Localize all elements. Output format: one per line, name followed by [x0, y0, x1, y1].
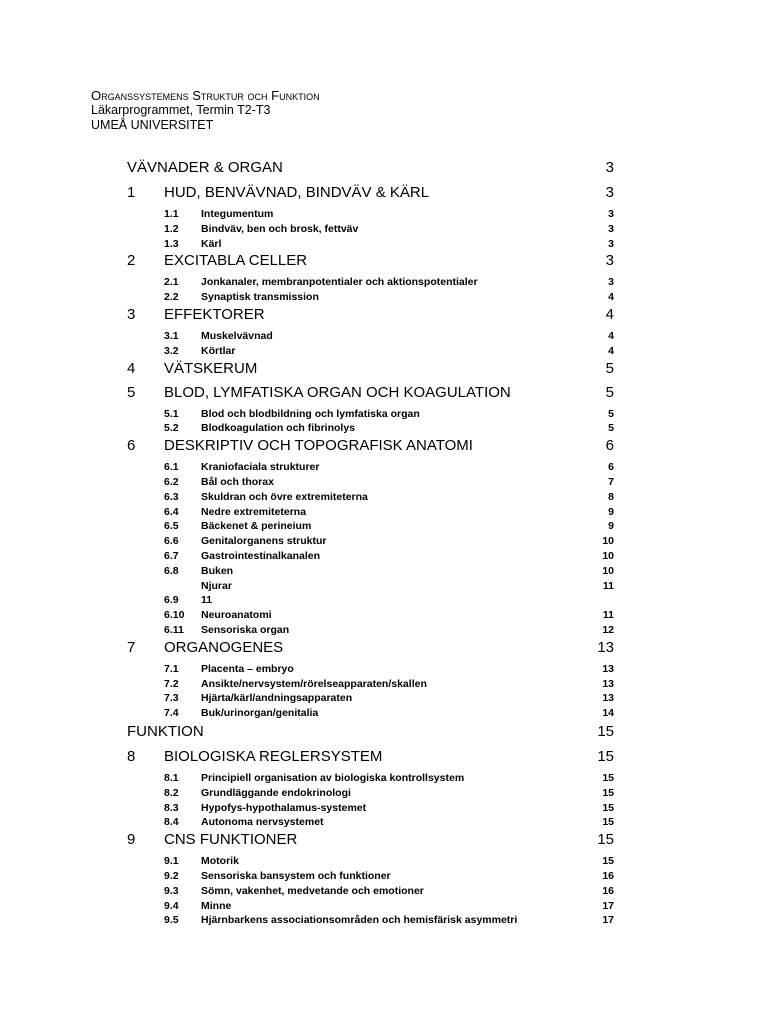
toc-page-number: 4 [605, 305, 614, 323]
toc-section-row [127, 870, 614, 885]
toc-section-row [127, 345, 614, 360]
toc-section-row [127, 609, 614, 624]
toc-entry-number: 1 [127, 184, 136, 201]
toc-entry-title: Gastrointestinalkanalen [201, 549, 321, 562]
toc-page-number: 15 [602, 855, 614, 868]
toc-entry-number: 5.2 [164, 422, 179, 435]
toc-section-row [127, 707, 614, 722]
toc-entry-title: Minne [201, 899, 232, 912]
toc-page-number: 9 [608, 520, 614, 533]
toc-entry-number: 6.3 [164, 490, 179, 503]
toc-page-number: 15 [602, 786, 614, 799]
toc-page-number: 3 [605, 159, 614, 176]
toc-page-number: 5 [608, 422, 614, 435]
toc-entry-title: BLOD, LYMFATISKA ORGAN OCH KOAGULATION [164, 383, 511, 401]
toc-page-number: 5 [605, 359, 614, 377]
toc-entry-title: Njurar [201, 579, 232, 592]
toc-entry-number: 2.2 [164, 291, 179, 304]
toc-entry-title: Sensoriska bansystem och funktioner [201, 869, 391, 882]
toc-section-row [127, 491, 614, 506]
toc-entry-number: 8 [127, 747, 136, 765]
toc-entry-number: 6 [127, 437, 136, 455]
toc-entry-title: Sensoriska organ [201, 623, 290, 636]
toc-entry-title: Ansikte/nervsystem/rörelseapparaten/skallen [201, 677, 427, 690]
toc-chapter-row [127, 184, 614, 208]
toc-entry-title: ORGANOGENES [164, 638, 284, 656]
toc-entry-title: Bål och thorax [201, 475, 274, 488]
toc-entry-title: Synaptisk transmission [201, 291, 319, 304]
toc-section-row [127, 663, 614, 678]
toc-entry-number: 6.8 [164, 564, 179, 577]
toc-section-row [127, 565, 614, 580]
toc-entry-title: Hjärta/kärl/andningsapparaten [201, 692, 353, 705]
toc-page-number: 15 [602, 771, 614, 784]
toc-entry-title: BIOLOGISKA REGLERSYSTEM [164, 747, 383, 765]
toc-page-number: 13 [602, 692, 614, 705]
toc-page-number: 10 [602, 549, 614, 562]
toc-page-number: 11 [602, 579, 614, 592]
program-line: Läkarprogrammet, Termin T2-T3 [91, 103, 271, 117]
toc-section-row [127, 422, 614, 437]
toc-entry-number: 9 [127, 831, 136, 849]
toc-chapter-row [127, 437, 614, 461]
toc-entry-title: Bindväv, ben och brosk, fettväv [201, 222, 359, 235]
toc-entry-number: 6.9 [164, 594, 179, 607]
university-line: UMEÅ UNIVERSITET [91, 118, 214, 132]
toc-page-number: 14 [602, 707, 614, 720]
toc-entry-title: Jonkanaler, membranpotentialer och aktionspotentialer [201, 276, 478, 289]
toc-part-row [127, 159, 614, 184]
toc-page-number: 3 [608, 237, 614, 250]
toc-page-number: 13 [602, 677, 614, 690]
toc-entry-number: 5 [127, 383, 136, 401]
toc-page-number: 15 [597, 747, 614, 765]
course-title: Organssystemens Struktur och Funktion [91, 88, 320, 103]
toc-page-number: 10 [602, 564, 614, 577]
toc-section-row [127, 476, 614, 491]
toc-entry-title: Kärl [201, 237, 222, 250]
toc-entry-number: 7.1 [164, 662, 179, 675]
toc-section-row [127, 550, 614, 565]
toc-page-number: 5 [605, 383, 614, 401]
toc-chapter-row [127, 831, 614, 855]
toc-entry-number: 6.6 [164, 535, 179, 548]
toc-entry-title: Grundläggande endokrinologi [201, 786, 351, 799]
toc-entry-number: 6.10 [164, 609, 185, 622]
toc-entry-title: DESKRIPTIV OCH TOPOGRAFISK ANATOMI [164, 437, 473, 455]
toc-page-number: 12 [602, 623, 614, 636]
toc-section-row [127, 461, 614, 476]
toc-entry-number: 9.5 [164, 914, 179, 927]
toc-page-number: 3 [605, 252, 614, 270]
toc-section-row [127, 208, 614, 223]
toc-page-number: 4 [608, 291, 614, 304]
toc-entry-number: 4 [127, 359, 136, 377]
toc-part-row [127, 723, 614, 748]
toc-entry-number: 1.2 [164, 222, 179, 235]
toc-section-row [127, 914, 614, 929]
toc-chapter-row [127, 306, 614, 330]
toc-entry-number: 9.4 [164, 899, 179, 912]
toc-entry-number: 8.2 [164, 786, 179, 799]
toc-section-row [127, 506, 614, 521]
toc-entry-title: Körtlar [201, 344, 236, 357]
toc-entry-number: 6.1 [164, 461, 179, 474]
toc-page-number: 6 [608, 461, 614, 474]
toc-entry-title: Nedre extremiteterna [201, 505, 307, 518]
toc-entry-title: Autonoma nervsystemet [201, 816, 324, 829]
toc-entry-number: 1.3 [164, 237, 179, 250]
toc-chapter-row [127, 639, 614, 663]
toc-page-number: 8 [608, 490, 614, 503]
toc-page-number: 15 [602, 801, 614, 814]
toc-entry-number: 6.5 [164, 520, 179, 533]
toc-entry-title: Placenta – embryo [201, 662, 294, 675]
toc-page-number: 13 [602, 662, 614, 675]
toc-entry-title: EXCITABLA CELLER [164, 252, 308, 270]
toc-page-number: 3 [608, 222, 614, 235]
toc-page-number: 7 [608, 475, 614, 488]
toc-chapter-row [127, 384, 614, 408]
toc-page-number: 13 [597, 638, 614, 656]
toc-entry-number: 6.4 [164, 505, 179, 518]
toc-entry-title: Hypofys-hypothalamus-systemet [201, 801, 367, 814]
toc-section-row [127, 692, 614, 707]
toc-section-row [127, 276, 614, 291]
toc-section-row [127, 330, 614, 345]
toc-entry-title: Blod och blodbildning och lymfatiska organ [201, 407, 420, 420]
toc-entry-title: Sömn, vakenhet, medvetande och emotioner [201, 884, 424, 897]
toc-page-number: 5 [608, 407, 614, 420]
toc-entry-number: 9.1 [164, 855, 179, 868]
toc-section-row [127, 816, 614, 831]
toc-entry-number: 2 [127, 252, 136, 270]
toc-entry-number: 2.1 [164, 276, 179, 289]
toc-entry-number: 3 [127, 305, 136, 323]
toc-page-number: 16 [602, 884, 614, 897]
toc-section-row [127, 900, 614, 915]
toc-entry-number: 3.2 [164, 344, 179, 357]
toc-section-row [127, 678, 614, 693]
toc-section-row [127, 408, 614, 423]
toc-entry-title: Buken [201, 564, 234, 577]
toc-section-row [127, 802, 614, 817]
toc-entry-number: 7 [127, 638, 136, 656]
toc-entry-title: Bäckenet & perineium [201, 520, 312, 533]
toc-page-number: 15 [602, 816, 614, 829]
toc-section-row [127, 238, 614, 253]
toc-entry-title: VÄVNADER & ORGAN [127, 159, 283, 176]
toc-page-number: 15 [597, 722, 614, 740]
toc-entry-title: Blodkoagulation och fibrinolys [201, 422, 356, 435]
toc-chapter-row [127, 252, 614, 276]
toc-page-number: 11 [602, 609, 614, 622]
toc-entry-title: Genitalorganens struktur [201, 535, 327, 548]
toc-page-number: 17 [602, 899, 614, 912]
toc-section-row [127, 772, 614, 787]
toc-entry-title: Buk/urinorgan/genitalia [201, 707, 319, 720]
toc-entry-title: Integumentum [201, 208, 274, 220]
toc-entry-number: 6.11 [164, 623, 184, 636]
toc-entry-number: 9.2 [164, 869, 179, 882]
toc-entry-title: Skuldran och övre extremiteterna [201, 490, 368, 503]
toc-entry-title: Motorik [201, 855, 239, 868]
toc-entry-title: Neuroanatomi [201, 609, 272, 622]
toc-entry-number: 7.3 [164, 692, 179, 705]
toc-page-number: 9 [608, 505, 614, 518]
toc-section-row [127, 520, 614, 535]
toc-entry-title: Hjärnbarkens associationsområden och hemisfärisk asymmetri [201, 914, 518, 927]
toc-entry-title: 11 [201, 594, 213, 607]
toc-section-row [127, 223, 614, 238]
toc-entry-title: Kraniofaciala strukturer [201, 461, 320, 474]
toc-page-number: 6 [605, 437, 614, 455]
table-of-contents [127, 158, 614, 929]
toc-chapter-row [127, 360, 614, 384]
toc-entry-number: 8.4 [164, 816, 179, 829]
toc-section-row [127, 580, 614, 595]
toc-page-number: 15 [597, 831, 614, 849]
toc-entry-title: HUD, BENVÄVNAD, BINDVÄV & KÄRL [164, 184, 430, 201]
toc-entry-number: 1.1 [164, 208, 179, 220]
toc-chapter-row [127, 748, 614, 772]
toc-entry-number: 8.3 [164, 801, 179, 814]
toc-section-row [127, 787, 614, 802]
toc-page-number: 4 [608, 344, 614, 357]
toc-entry-number: 5.1 [164, 407, 179, 420]
toc-section-row [127, 535, 614, 550]
toc-page-number: 3 [605, 184, 614, 201]
toc-section-row [127, 291, 614, 306]
toc-section-row [127, 624, 614, 639]
toc-entry-number: 7.2 [164, 677, 179, 690]
toc-page-number: 17 [602, 914, 614, 927]
toc-entry-number: 6.2 [164, 475, 179, 488]
toc-entry-title: VÄTSKERUM [164, 359, 258, 377]
toc-page-number: 16 [602, 869, 614, 882]
toc-page-number: 3 [608, 276, 614, 289]
toc-section-row [127, 594, 614, 609]
toc-page-number: 3 [608, 208, 614, 220]
toc-entry-number: 7.4 [164, 707, 179, 720]
document-header [91, 88, 511, 133]
toc-entry-title: Muskelvävnad [201, 329, 273, 342]
toc-section-row [127, 855, 614, 870]
toc-entry-title: CNS FUNKTIONER [164, 831, 298, 849]
toc-section-row [127, 885, 614, 900]
toc-entry-number: 8.1 [164, 771, 179, 784]
toc-page-number: 10 [602, 535, 614, 548]
toc-entry-title: EFFEKTORER [164, 305, 265, 323]
toc-page-number: 4 [608, 329, 614, 342]
toc-entry-number: 9.3 [164, 884, 179, 897]
toc-entry-title: FUNKTION [127, 722, 204, 740]
toc-entry-number: 3.1 [164, 329, 179, 342]
toc-entry-number: 6.7 [164, 549, 179, 562]
toc-entry-title: Principiell organisation av biologiska kontrollsystem [201, 771, 465, 784]
